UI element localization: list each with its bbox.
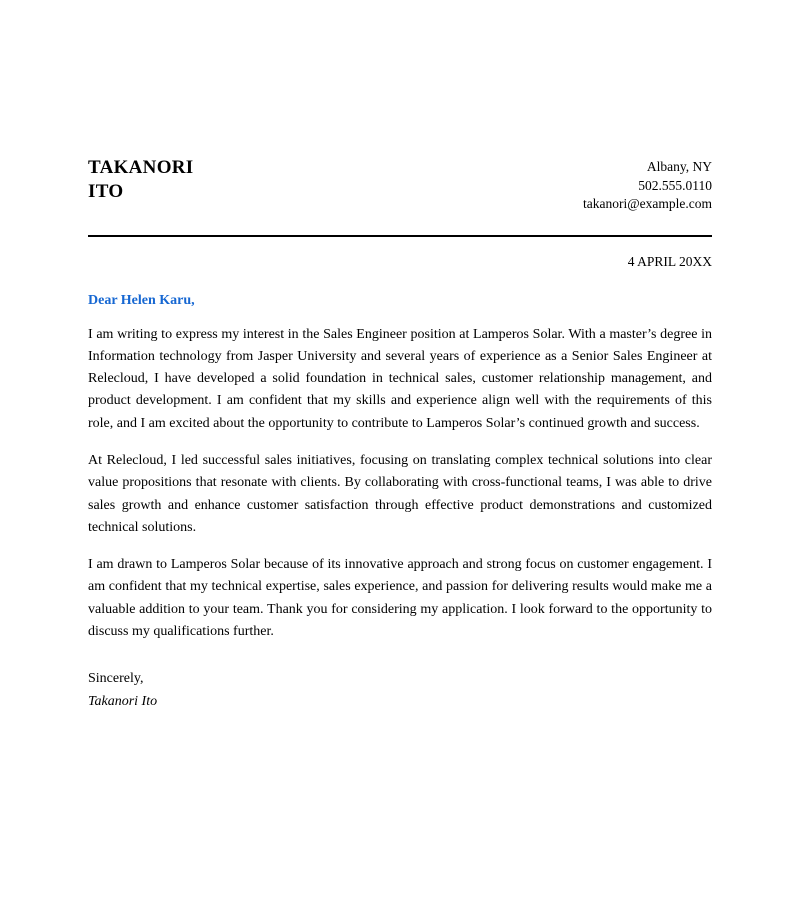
sender-name xyxy=(88,156,194,204)
sender-name-line2: ITO xyxy=(88,181,124,202)
contact-block xyxy=(583,156,712,214)
date-line: 4 APRIL 20XX xyxy=(627,253,712,269)
cover-letter-page xyxy=(88,0,712,713)
closing-block xyxy=(88,668,712,713)
body-paragraph-2: At Relecloud, I led successful sales initiatives, focusing on translating complex technical solutions into clear value propositions that resonate with clients. By collaborating with cross-functional teams, I was able to drive sales growth and enhance customer satisfaction through effective product demonstrations and customized technical solutions. xyxy=(88,452,712,535)
contact-email: takanori@example.com xyxy=(582,196,712,211)
letterhead xyxy=(88,156,712,214)
sender-name-line1: TAKANORI xyxy=(88,157,194,178)
signature-name: Takanori Ito xyxy=(88,693,158,709)
letterhead-divider xyxy=(88,235,712,237)
body-paragraph-1: I am writing to express my interest in the Sales Engineer position at Lamperos Solar. With a master’s degree in Information technology from Jasper University and several years of experience as a Senior Sales Engineer at Relecloud, I have developed a solid foundation in technical sales, customer relationship management, and product development. I am confident that my skills and experience align well with the requirements of this role, and I am excited about the opportunity to contribute to Lamperos Solar’s continued growth and success. xyxy=(88,326,712,431)
contact-location: Albany, NY xyxy=(646,159,712,174)
valediction: Sincerely, xyxy=(88,671,144,687)
body-paragraph-3: I am drawn to Lamperos Solar because of its innovative approach and strong focus on customer engagement. I am confident that my technical expertise, sales experience, and passion for delivering results would make me a valuable addition to your team. Thank you for considering my application. I look forward to the opportunity to discuss my qualifications further. xyxy=(88,557,712,640)
salutation: Dear Helen Karu, xyxy=(88,292,195,308)
contact-phone: 502.555.0110 xyxy=(638,177,712,193)
